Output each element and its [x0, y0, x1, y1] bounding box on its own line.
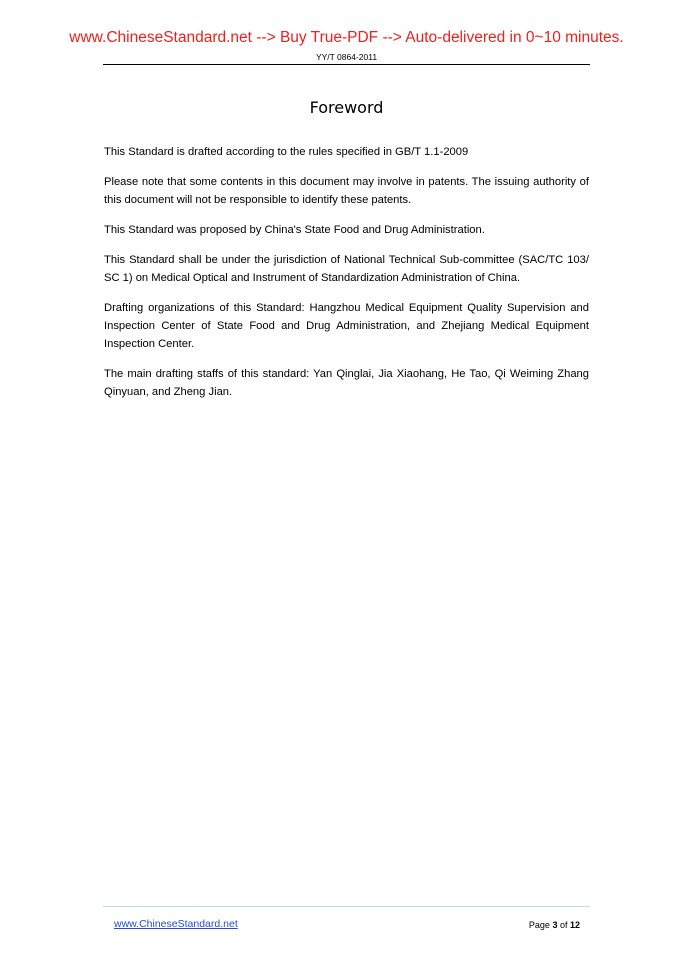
page-current: 3 [552, 920, 558, 930]
paragraph-patents-notice: Please note that some contents in this document may involve in patents. The issuing authority of this document will not be responsible to identify these patents. [104, 176, 589, 206]
page-total: 12 [569, 920, 580, 930]
paragraph-drafting-staff: The main drafting staffs of this standard: Yan Qinglai, Jia Xiaohang, He Tao, Qi Weiming Zhang Qinyuan, and Zheng Jian. [104, 368, 589, 398]
page-prefix: Page [528, 920, 553, 930]
paragraph-drafting-rules: This Standard is drafted according to the rules specified in GB/T 1.1-2009 [104, 146, 469, 158]
page-number [529, 919, 580, 931]
promo-banner-link[interactable]: www.ChineseStandard.net --> Buy True-PDF --> Auto-delivered in 0~10 minutes. [69, 29, 624, 46]
paragraph-proposed-by: This Standard was proposed by China's State Food and Drug Administration. [104, 224, 485, 236]
paragraph-drafting-organizations: Drafting organizations of this Standard: Hangzhou Medical Equipment Quality Supervision and Inspection Center of State Food and Drug Administration, and Zhejiang Medical Equipment Inspection Center. [104, 302, 589, 350]
page-title: Foreword [309, 98, 384, 117]
header-divider [103, 64, 590, 65]
paragraph-jurisdiction: This Standard shall be under the jurisdiction of National Technical Sub-committee (SAC/TC 103/ SC 1) on Medical Optical and Instrument of Standardization Administration of China. [104, 254, 589, 284]
footer-website-link[interactable]: www.ChineseStandard.net [114, 918, 238, 930]
page-of: of [557, 920, 570, 930]
footer-divider [103, 906, 590, 907]
foreword-body [104, 143, 589, 413]
standard-code-header: YY/T 0864-2011 [315, 52, 378, 62]
